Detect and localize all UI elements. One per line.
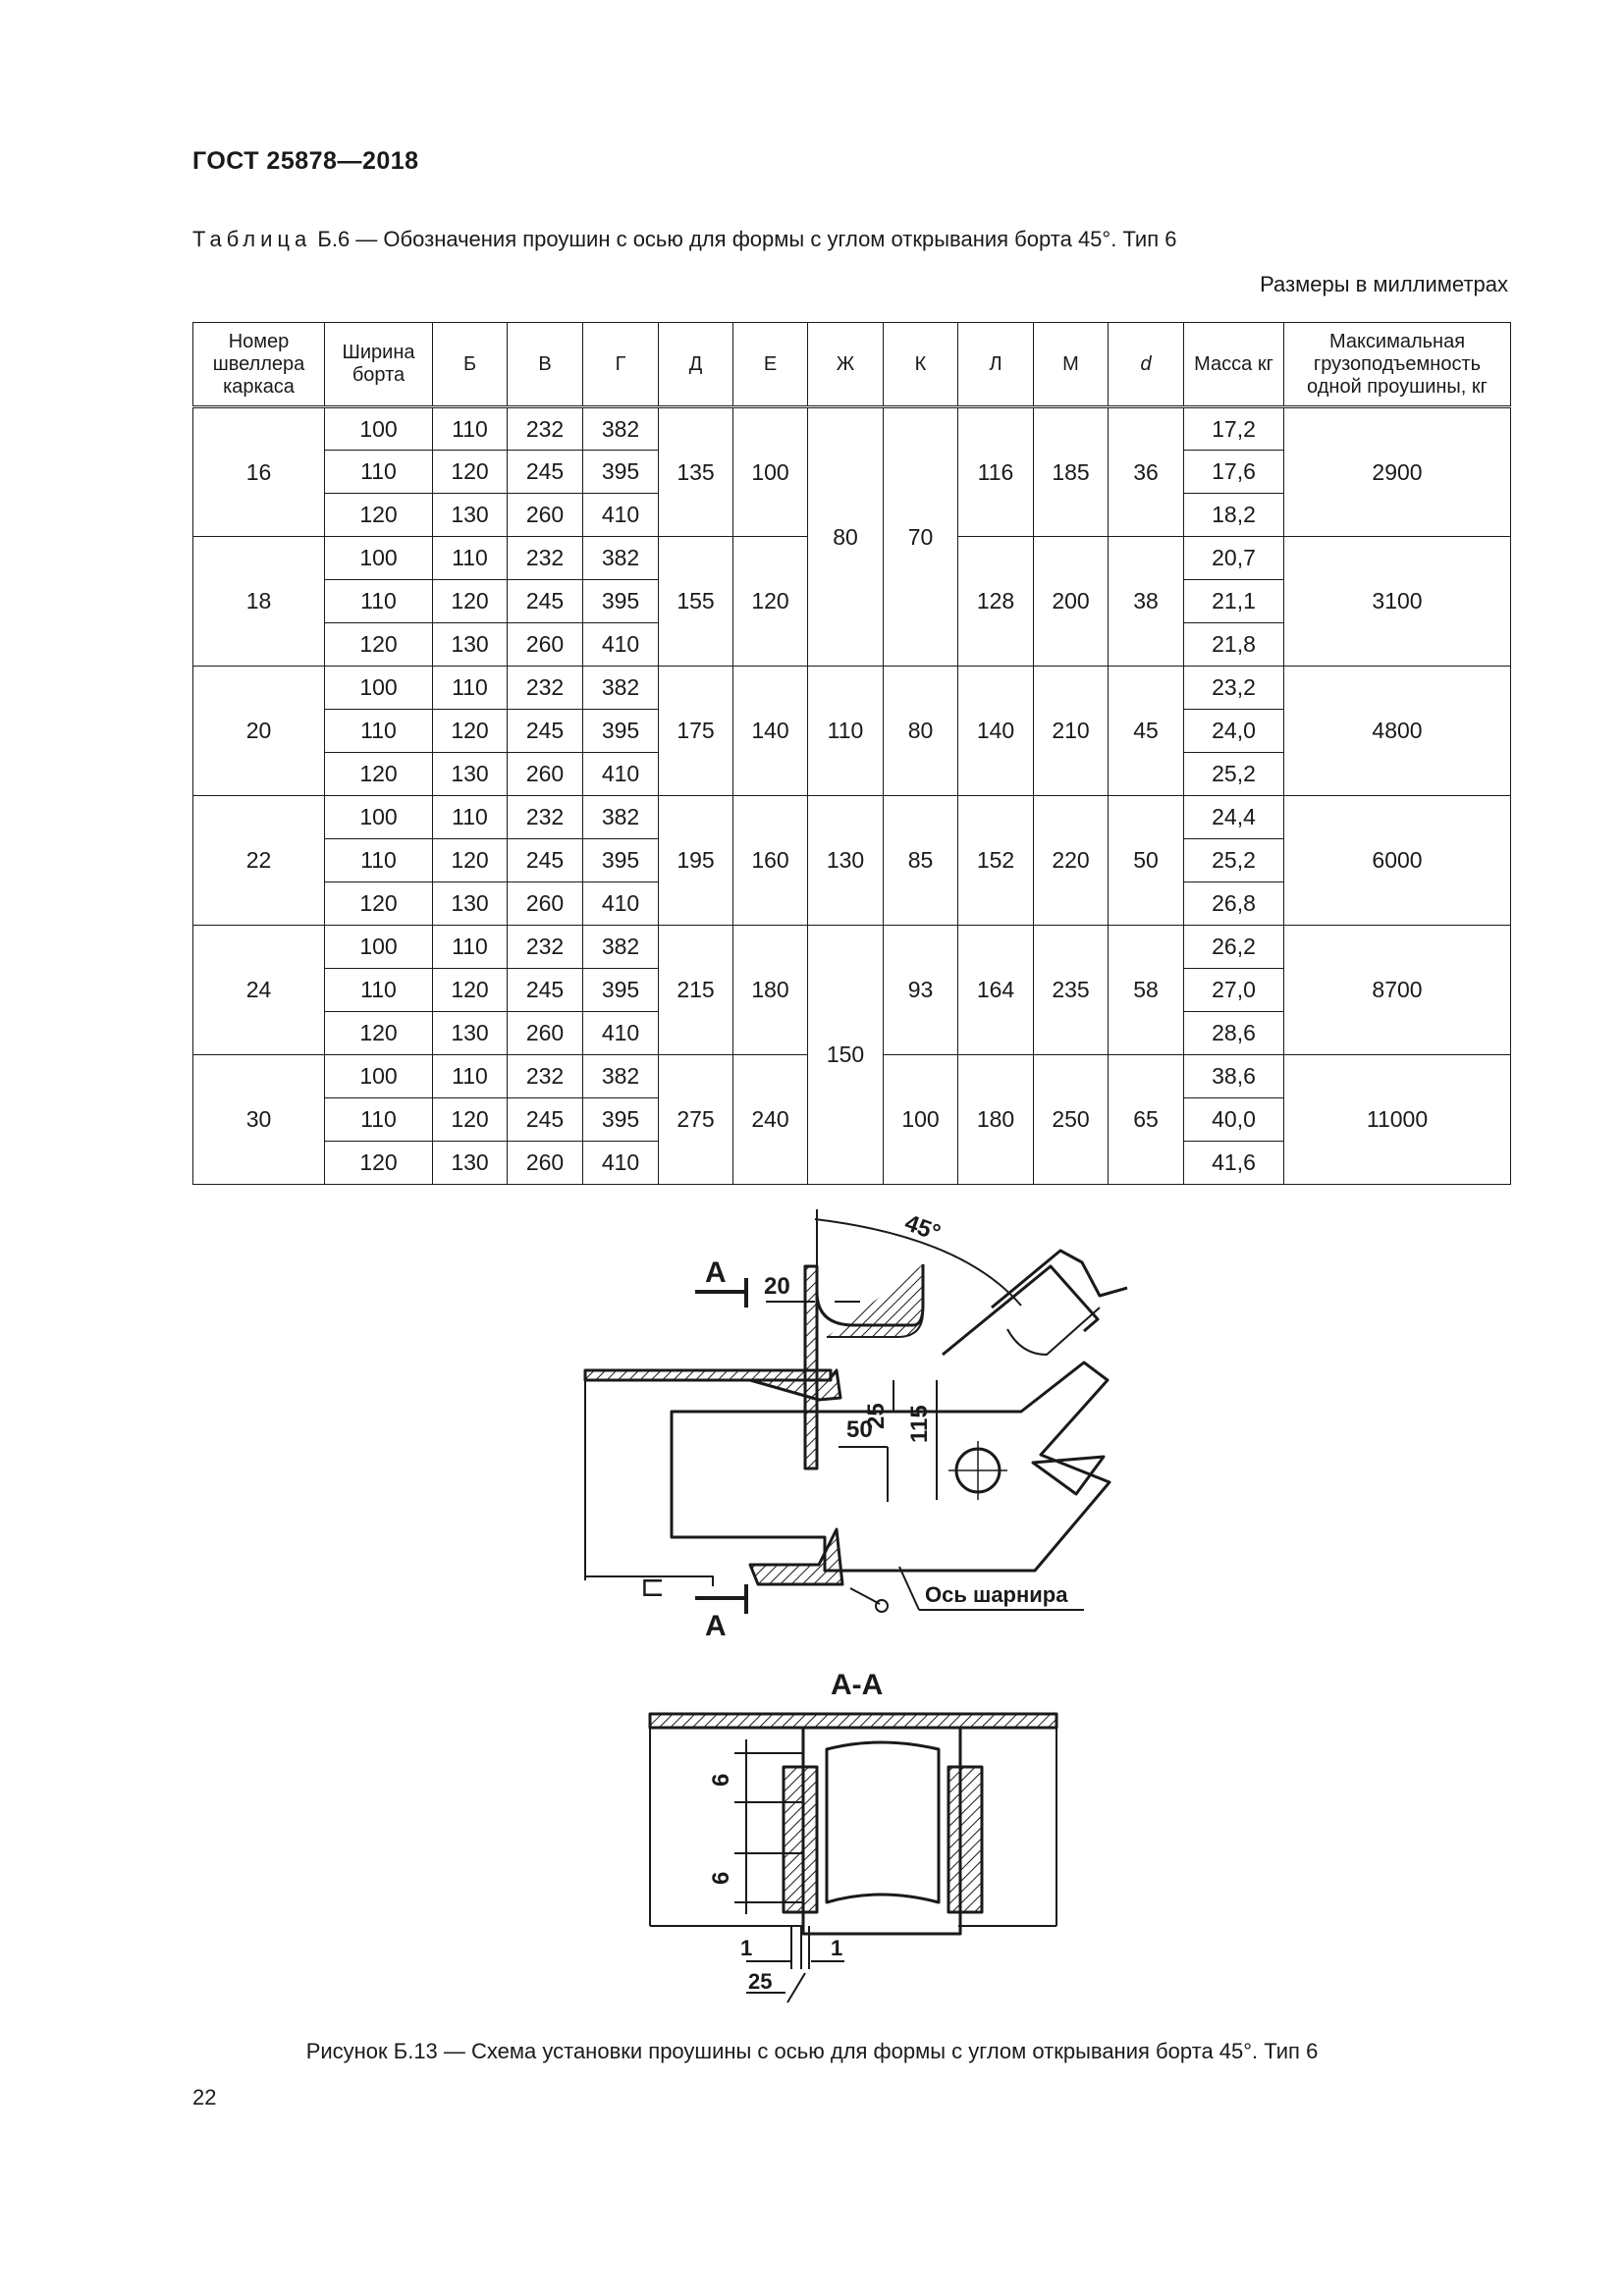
cell-v: 232	[508, 1055, 583, 1098]
cell-v: 232	[508, 407, 583, 451]
side-flange	[805, 1266, 817, 1468]
cell-mass: 24,0	[1184, 710, 1284, 753]
cell-b: 120	[433, 710, 508, 753]
section-inner-profile	[827, 1742, 939, 1902]
table-caption-prefix: Таблица	[192, 227, 312, 251]
cell-g: 395	[583, 1098, 659, 1142]
label-dim-1b: 1	[831, 1936, 843, 1960]
label-dim-115: 115	[906, 1405, 933, 1443]
cell-b: 130	[433, 1142, 508, 1185]
cell-e: 160	[733, 796, 808, 926]
cell-v: 260	[508, 882, 583, 926]
cell-k: 70	[884, 407, 958, 667]
cell-width: 110	[325, 1098, 433, 1142]
cell-v: 245	[508, 1098, 583, 1142]
cell-width: 110	[325, 969, 433, 1012]
cell-load: 8700	[1284, 926, 1511, 1055]
cell-e: 100	[733, 407, 808, 537]
cell-width: 120	[325, 623, 433, 667]
frame-top-flange	[585, 1370, 831, 1580]
cell-k: 93	[884, 926, 958, 1055]
cell-v: 260	[508, 494, 583, 537]
cell-b: 130	[433, 882, 508, 926]
cell-d: 175	[659, 667, 733, 796]
cell-mass: 25,2	[1184, 753, 1284, 796]
cell-load: 3100	[1284, 537, 1511, 667]
cell-mass: 17,6	[1184, 451, 1284, 494]
cell-d-small: 65	[1109, 1055, 1184, 1185]
cell-v: 232	[508, 667, 583, 710]
cell-width: 120	[325, 753, 433, 796]
cell-width: 120	[325, 494, 433, 537]
cell-v: 245	[508, 451, 583, 494]
cell-channel-number: 30	[193, 1055, 325, 1185]
cell-zh: 150	[808, 926, 884, 1185]
table-row	[193, 667, 1511, 710]
cell-width: 120	[325, 1012, 433, 1055]
cell-b: 120	[433, 969, 508, 1012]
cell-d-small: 45	[1109, 667, 1184, 796]
table-caption	[192, 227, 1176, 252]
cell-d: 215	[659, 926, 733, 1055]
cell-mass: 40,0	[1184, 1098, 1284, 1142]
header-k: К	[884, 323, 958, 407]
cell-d-small: 36	[1109, 407, 1184, 537]
cell-channel-number: 18	[193, 537, 325, 667]
cell-d: 135	[659, 407, 733, 537]
cell-g: 410	[583, 494, 659, 537]
cell-d: 195	[659, 796, 733, 926]
header-max-load: Максимальная грузоподъемность одной проушины, кг	[1284, 323, 1511, 407]
cell-g: 382	[583, 796, 659, 839]
cell-channel-number: 22	[193, 796, 325, 926]
cell-l: 128	[958, 537, 1034, 667]
cell-zh: 80	[808, 407, 884, 667]
cell-v: 245	[508, 580, 583, 623]
cell-g: 395	[583, 451, 659, 494]
cell-b: 120	[433, 580, 508, 623]
cell-g: 382	[583, 537, 659, 580]
cell-load: 6000	[1284, 796, 1511, 926]
header-mass: Масса кг	[1184, 323, 1284, 407]
header-d-small: d	[1109, 323, 1184, 407]
cell-b: 130	[433, 623, 508, 667]
specification-table	[192, 322, 1511, 1185]
cell-zh: 110	[808, 667, 884, 796]
cell-b: 110	[433, 1055, 508, 1098]
cell-b: 110	[433, 407, 508, 451]
cell-channel-number: 20	[193, 667, 325, 796]
header-g: Г	[583, 323, 659, 407]
document-header: ГОСТ 25878—2018	[192, 147, 419, 175]
cell-mass: 26,2	[1184, 926, 1284, 969]
cell-g: 395	[583, 580, 659, 623]
cell-b: 130	[433, 1012, 508, 1055]
label-dim-6b: 6	[708, 1871, 734, 1885]
cell-k: 85	[884, 796, 958, 926]
header-channel-number: Номер швеллера каркаса	[193, 323, 325, 407]
cell-v: 232	[508, 926, 583, 969]
cell-mass: 20,7	[1184, 537, 1284, 580]
cell-width: 100	[325, 537, 433, 580]
cell-e: 240	[733, 1055, 808, 1185]
label-angle: 45°	[900, 1209, 945, 1248]
units-note: Размеры в миллиметрах	[1260, 272, 1508, 296]
table-header-row	[193, 323, 1511, 407]
cell-k: 100	[884, 1055, 958, 1185]
cell-d: 155	[659, 537, 733, 667]
cell-mass: 25,2	[1184, 839, 1284, 882]
installation-diagram	[0, 1198, 1624, 2032]
cell-mass: 38,6	[1184, 1055, 1284, 1098]
header-side-width: Ширина борта	[325, 323, 433, 407]
cell-zh: 130	[808, 796, 884, 926]
cell-g: 410	[583, 882, 659, 926]
cell-width: 120	[325, 882, 433, 926]
cell-g: 410	[583, 623, 659, 667]
cell-m: 200	[1034, 537, 1109, 667]
label-dim-6a: 6	[708, 1773, 734, 1787]
header-e: Е	[733, 323, 808, 407]
cell-d-small: 58	[1109, 926, 1184, 1055]
cell-b: 120	[433, 839, 508, 882]
table-row	[193, 407, 1511, 451]
label-channel-symbol: ⊏	[640, 1571, 666, 1603]
cell-mass: 21,1	[1184, 580, 1284, 623]
label-dim-20: 20	[764, 1273, 790, 1300]
cell-v: 232	[508, 537, 583, 580]
label-section-title: А-А	[831, 1669, 884, 1701]
cell-v: 260	[508, 1142, 583, 1185]
header-v: В	[508, 323, 583, 407]
cell-mass: 28,6	[1184, 1012, 1284, 1055]
cell-b: 120	[433, 1098, 508, 1142]
cell-k: 80	[884, 667, 958, 796]
cell-v: 245	[508, 839, 583, 882]
cell-mass: 17,2	[1184, 407, 1284, 451]
cell-b: 130	[433, 753, 508, 796]
hinge-leader	[850, 1588, 880, 1604]
header-zh: Ж	[808, 323, 884, 407]
cell-b: 130	[433, 494, 508, 537]
cell-m: 185	[1034, 407, 1109, 537]
cell-v: 260	[508, 1012, 583, 1055]
cell-l: 152	[958, 796, 1034, 926]
cell-mass: 21,8	[1184, 623, 1284, 667]
cell-l: 164	[958, 926, 1034, 1055]
section-plate-left	[784, 1767, 817, 1912]
eyelet-plate	[672, 1362, 1110, 1571]
header-l: Л	[958, 323, 1034, 407]
cell-l: 140	[958, 667, 1034, 796]
cell-width: 110	[325, 580, 433, 623]
cell-v: 232	[508, 796, 583, 839]
cell-g: 395	[583, 969, 659, 1012]
cell-e: 180	[733, 926, 808, 1055]
cell-mass: 26,8	[1184, 882, 1284, 926]
label-dim-1a: 1	[740, 1936, 753, 1960]
label-section-a-bottom: А	[705, 1610, 727, 1642]
cell-mass: 27,0	[1184, 969, 1284, 1012]
figure-caption: Рисунок Б.13 — Схема установки проушины с осью для формы с углом открывания борта 45°. Тип 6	[305, 2039, 1319, 2063]
table-row	[193, 796, 1511, 839]
cell-v: 245	[508, 710, 583, 753]
cell-v: 260	[508, 753, 583, 796]
label-dim-25b: 25	[748, 1969, 773, 1994]
cell-g: 410	[583, 753, 659, 796]
cell-d-small: 38	[1109, 537, 1184, 667]
cell-m: 220	[1034, 796, 1109, 926]
cell-b: 110	[433, 796, 508, 839]
cell-load: 2900	[1284, 407, 1511, 537]
section-top-flange	[650, 1714, 1056, 1728]
cell-l: 180	[958, 1055, 1034, 1185]
table-caption-text: Б.6 — Обозначения проушин с осью для формы с углом открывания борта 45°. Тип 6	[317, 227, 1177, 251]
label-section-a-top: А	[705, 1256, 727, 1289]
cell-m: 235	[1034, 926, 1109, 1055]
section-plate-right	[948, 1767, 982, 1912]
cell-e: 120	[733, 537, 808, 667]
cell-b: 110	[433, 667, 508, 710]
cell-b: 120	[433, 451, 508, 494]
cell-g: 382	[583, 667, 659, 710]
cell-g: 382	[583, 407, 659, 451]
cell-d-small: 50	[1109, 796, 1184, 926]
cell-g: 382	[583, 1055, 659, 1098]
cell-width: 100	[325, 796, 433, 839]
label-dim-25: 25	[863, 1403, 890, 1429]
cell-b: 110	[433, 537, 508, 580]
cell-width: 100	[325, 926, 433, 969]
label-dim-50: 50	[846, 1416, 873, 1443]
cell-l: 116	[958, 407, 1034, 537]
cell-g: 410	[583, 1012, 659, 1055]
cell-mass: 41,6	[1184, 1142, 1284, 1185]
cell-width: 100	[325, 1055, 433, 1098]
label-hinge-axis: Ось шарнира	[925, 1582, 1068, 1607]
cell-g: 395	[583, 839, 659, 882]
cell-width: 110	[325, 710, 433, 753]
cell-d: 275	[659, 1055, 733, 1185]
cell-width: 100	[325, 667, 433, 710]
header-m: М	[1034, 323, 1109, 407]
cell-width: 100	[325, 407, 433, 451]
cell-m: 250	[1034, 1055, 1109, 1185]
cell-v: 245	[508, 969, 583, 1012]
cell-g: 395	[583, 710, 659, 753]
cell-mass: 24,4	[1184, 796, 1284, 839]
cell-g: 382	[583, 926, 659, 969]
cell-e: 140	[733, 667, 808, 796]
cell-mass: 18,2	[1184, 494, 1284, 537]
cell-m: 210	[1034, 667, 1109, 796]
cell-load: 4800	[1284, 667, 1511, 796]
header-d: Д	[659, 323, 733, 407]
cell-width: 110	[325, 839, 433, 882]
cell-width: 110	[325, 451, 433, 494]
cell-g: 410	[583, 1142, 659, 1185]
cell-channel-number: 24	[193, 926, 325, 1055]
cell-load: 11000	[1284, 1055, 1511, 1185]
cell-width: 120	[325, 1142, 433, 1185]
page-number: 22	[192, 2085, 217, 2109]
cell-b: 110	[433, 926, 508, 969]
rotated-side	[943, 1266, 1098, 1355]
header-b: Б	[433, 323, 508, 407]
cell-channel-number: 16	[193, 407, 325, 537]
cell-mass: 23,2	[1184, 667, 1284, 710]
table-row	[193, 926, 1511, 969]
cell-v: 260	[508, 623, 583, 667]
